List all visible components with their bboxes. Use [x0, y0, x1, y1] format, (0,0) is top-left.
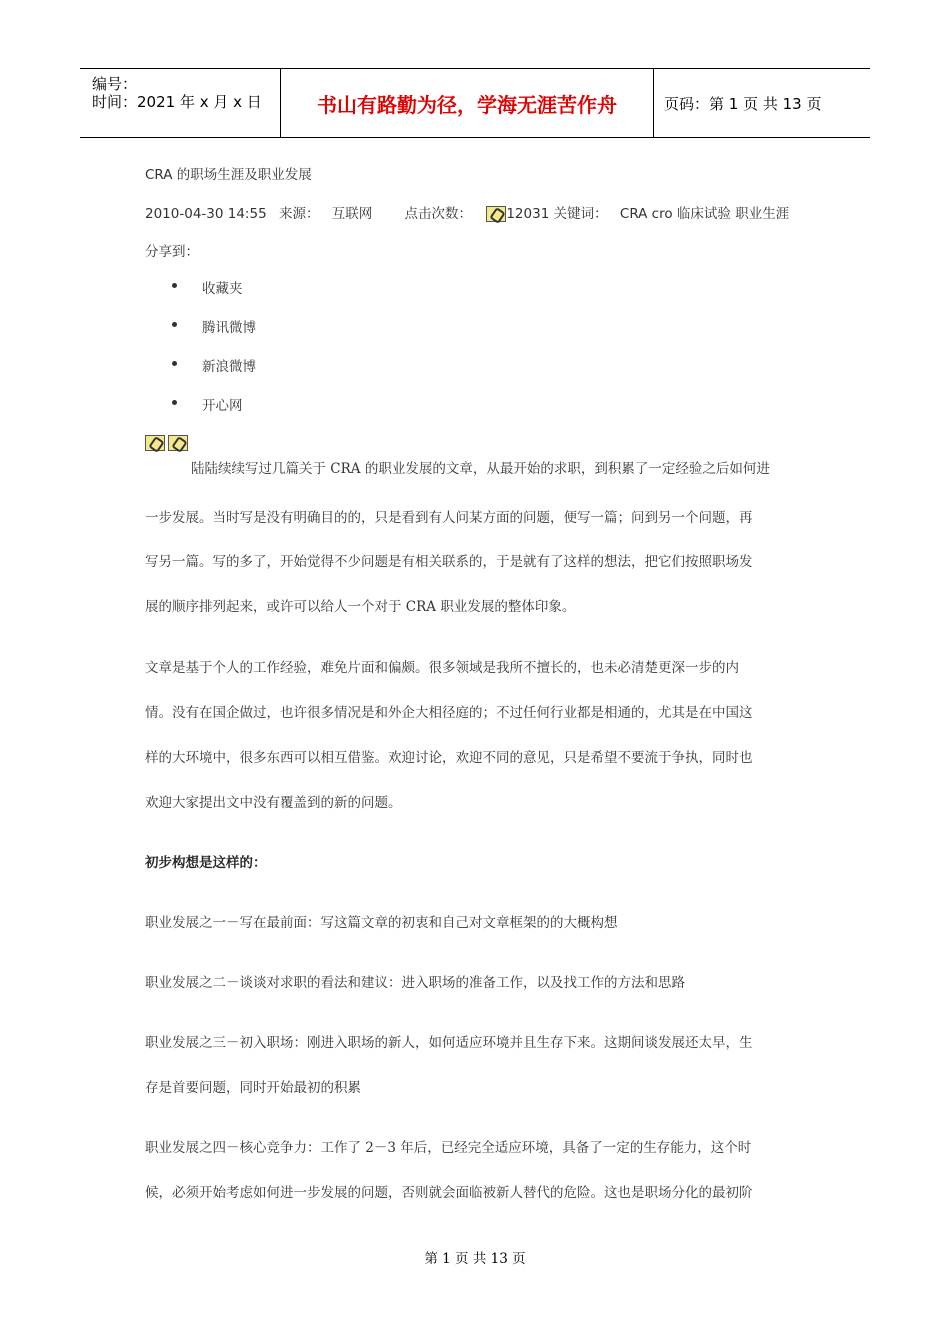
- meta-keywords-label: 关键词：: [553, 206, 608, 222]
- outline-item-4-line-2: 候，必须开始考虑如何进一步发展的问题，否则就会面临被新人替代的危险。这也是职场分化的最初阶: [145, 1185, 753, 1201]
- p2-line-1: 文章是基于个人的工作经验，难免片面和偏颇。很多领域是我所不擅长的，也未必清楚更深一步的内: [145, 660, 739, 676]
- meta-clicks-label: 点击次数：: [404, 206, 473, 222]
- article-title: CRA 的职场生涯及职业发展: [145, 167, 312, 183]
- p2-line-3: 样的大环境中，很多东西可以相互借鉴。欢迎讨论，欢迎不同的意见，只是希望不要流于争执，同时也: [145, 750, 753, 766]
- number-label: 编号：: [92, 75, 138, 93]
- page-code: 页码：第 1 页 共 13 页: [664, 94, 822, 113]
- time-label: 时间：2021 年 x 月 x 日: [92, 93, 262, 111]
- p2-line-2: 情。没有在国企做过，也许很多情况是和外企大相径庭的；不过任何行业都是相通的，尤其是在中国这: [145, 705, 753, 721]
- share-label: 分享到：: [145, 244, 199, 260]
- meta-date: 2010-04-30 14:55: [145, 206, 267, 222]
- document-header: [80, 68, 870, 138]
- page-footer: 第 1 页 共 13 页: [424, 1251, 526, 1267]
- meta-source: 互联网: [331, 206, 373, 222]
- outline-item-1: 职业发展之一－写在最前面：写这篇文章的初衷和自己对文章框架的的大概构想: [145, 915, 618, 931]
- outline-item-3-line-1: 职业发展之三－初入职场：刚进入职场的新人，如何适应环境并且生存下来。这期间谈发展还太早，生: [145, 1035, 753, 1051]
- bullet-icon: [172, 322, 177, 327]
- share-icon: [486, 206, 506, 222]
- meta-source-label: 来源：: [278, 206, 320, 222]
- share-icon[interactable]: [145, 435, 165, 451]
- p2-line-4: 欢迎大家提出文中没有覆盖到的新的问题。: [145, 795, 402, 811]
- bullet-icon: [172, 283, 177, 288]
- outline-item-2: 职业发展之二－谈谈对求职的看法和建议：进入职场的准备工作，以及找工作的方法和思路: [145, 975, 685, 991]
- meta-keywords: CRA cro 临床试验 职业生涯: [619, 206, 790, 222]
- header-left-cell: [80, 69, 281, 137]
- motto: 书山有路勤为径，学海无涯苦作舟: [281, 69, 654, 137]
- share-item-tencent-weibo[interactable]: 腾讯微博: [202, 320, 256, 336]
- bullet-icon: [172, 361, 177, 366]
- p1-line-1: 陆陆续续写过几篇关于 CRA 的职业发展的文章，从最开始的求职，到积累了一定经验之后如何进: [191, 461, 770, 477]
- share-item-sina-weibo[interactable]: 新浪微博: [202, 359, 256, 375]
- bullet-icon: [172, 400, 177, 405]
- outline-heading: 初步构想是这样的：: [145, 855, 267, 871]
- outline-item-3-line-2: 存是首要问题，同时开始最初的积累: [145, 1080, 361, 1096]
- share-icons: [145, 432, 188, 451]
- article-meta: [145, 202, 789, 222]
- p1-line-3: 写另一篇。写的多了，开始觉得不少问题是有相关联系的，于是就有了这样的想法，把它们按照职场发: [145, 554, 753, 570]
- p1-line-4: 展的顺序排列起来，或许可以给人一个对于 CRA 职业发展的整体印象。: [145, 599, 576, 615]
- share-icon[interactable]: [168, 435, 188, 451]
- meta-clicks: 12031: [506, 206, 550, 222]
- share-item-favorites[interactable]: 收藏夹: [202, 281, 243, 297]
- p1-line-2: 一步发展。当时写是没有明确目的的，只是看到有人问某方面的问题，便写一篇；问到另一个问题，再: [145, 510, 753, 526]
- share-item-kaixin[interactable]: 开心网: [202, 398, 243, 414]
- outline-item-4-line-1: 职业发展之四－核心竞争力：工作了 2－3 年后，已经完全适应环境，具备了一定的生存能力，这个时: [145, 1140, 752, 1156]
